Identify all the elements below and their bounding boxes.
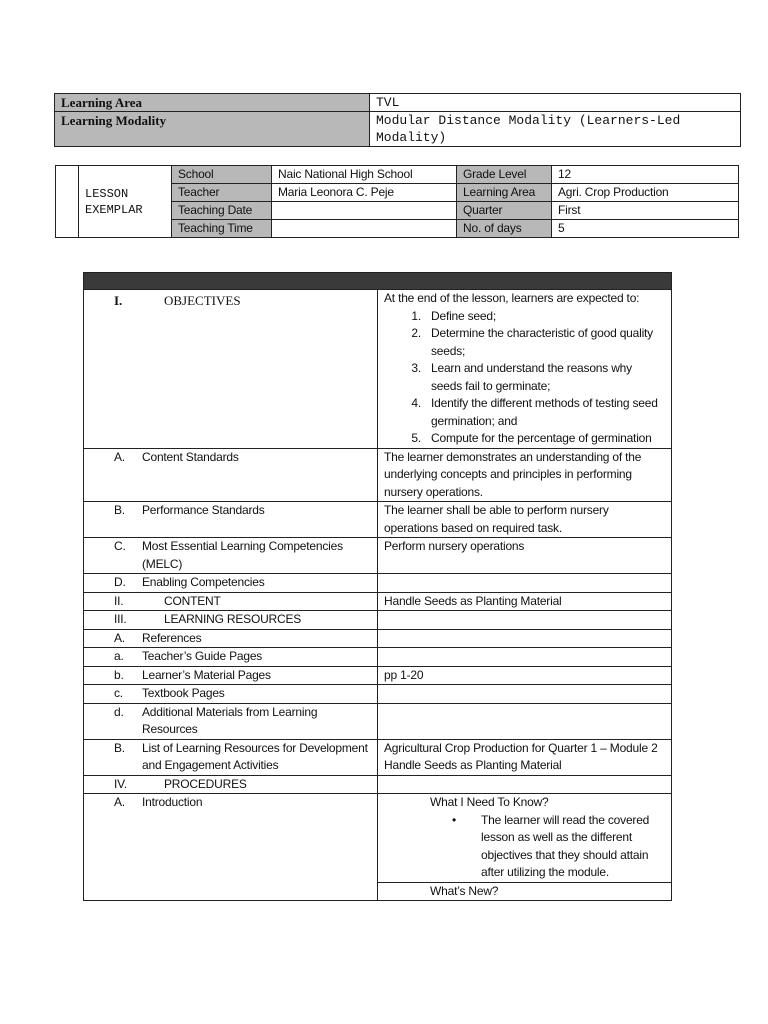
row-label-cell bbox=[84, 502, 378, 538]
row-value-cell: Perform nursery operations bbox=[378, 538, 672, 574]
row-value-cell bbox=[378, 611, 672, 630]
dark-header-cell bbox=[84, 273, 672, 290]
learning-modality-row bbox=[55, 112, 741, 147]
objectives-marker: I. bbox=[114, 293, 123, 308]
row-label: Content Standards bbox=[142, 449, 239, 464]
row-marker: A. bbox=[114, 795, 125, 809]
row-value-cell: The learner demonstrates an understanding of the underlying concepts and principles in performing nursery operations. bbox=[378, 448, 672, 502]
row-label: PROCEDURES bbox=[164, 776, 247, 791]
row-label: List of Learning Resources for Development and Engagement Activities bbox=[142, 740, 368, 772]
header-key: Learning Area bbox=[457, 184, 552, 202]
learning-info-table bbox=[54, 93, 741, 147]
row-label-cell bbox=[84, 685, 378, 704]
row-marker: III. bbox=[114, 612, 127, 626]
header-key: No. of days bbox=[457, 220, 552, 238]
intro-heading-1: What I Need To Know? bbox=[430, 795, 549, 809]
lesson-row bbox=[84, 574, 672, 593]
row-value-cell bbox=[378, 685, 672, 704]
row-label-cell bbox=[84, 648, 378, 667]
row-label: Performance Standards bbox=[142, 503, 265, 517]
row-marker: A. bbox=[114, 630, 125, 645]
row-value-cell: Agricultural Crop Production for Quarter 1 – Module 2 Handle Seeds as Planting Material bbox=[378, 739, 672, 775]
header-key: School bbox=[172, 166, 272, 184]
row-label: LEARNING RESOURCES bbox=[164, 612, 302, 626]
introduction-value-cell bbox=[378, 794, 672, 883]
objective-item: 2. Determine the characteristic of good quality seeds; bbox=[411, 326, 653, 358]
lesson-plan-table bbox=[83, 272, 672, 901]
row-marker: B. bbox=[114, 503, 125, 517]
exemplar-line-1: LESSON bbox=[85, 186, 129, 201]
row-value-cell bbox=[378, 703, 672, 739]
row-label-cell bbox=[84, 611, 378, 630]
header-value bbox=[272, 202, 457, 220]
header-key: Grade Level bbox=[457, 166, 552, 184]
objectives-intro: At the end of the lesson, learners are expected to: bbox=[384, 291, 640, 305]
intro-heading-2: What’s New? bbox=[430, 883, 499, 898]
row-marker: b. bbox=[114, 667, 124, 682]
row-label: Teacher’s Guide Pages bbox=[142, 649, 263, 663]
lesson-row bbox=[84, 502, 672, 538]
header-blank-cell bbox=[56, 166, 79, 238]
row-marker: IV. bbox=[114, 776, 127, 791]
row-label: Most Essential Learning Competencies (MELC) bbox=[142, 539, 343, 571]
row-marker: d. bbox=[114, 704, 124, 719]
objectives-label: OBJECTIVES bbox=[164, 293, 241, 308]
header-key: Teacher bbox=[172, 184, 272, 202]
objectives-list bbox=[384, 308, 665, 448]
row-label-cell bbox=[84, 629, 378, 648]
lesson-row bbox=[84, 592, 672, 611]
objective-item: 4. Identify the different methods of testing seed germination; and bbox=[411, 396, 658, 428]
row-marker: a. bbox=[114, 649, 124, 663]
row-value-cell: The learner shall be able to perform nursery operations based on required task. bbox=[378, 502, 672, 538]
header-value bbox=[272, 220, 457, 238]
objective-item: 5. Compute for the percentage of germination bbox=[411, 431, 652, 445]
header-value: Agri. Crop Production bbox=[552, 184, 739, 202]
row-label: Learner’s Material Pages bbox=[142, 667, 271, 682]
header-value: Naic National High School bbox=[272, 166, 457, 184]
objective-item: 1. Define seed; bbox=[411, 308, 496, 323]
row-marker: C. bbox=[114, 539, 126, 553]
row-label: Introduction bbox=[142, 795, 203, 809]
lesson-header-table bbox=[55, 165, 739, 238]
row-label-cell bbox=[84, 592, 378, 611]
learning-area-label: Learning Area bbox=[55, 94, 370, 112]
introduction-row bbox=[84, 794, 672, 883]
lesson-exemplar-cell bbox=[79, 166, 172, 238]
row-marker: B. bbox=[114, 740, 125, 755]
learning-area-value: TVL bbox=[370, 94, 741, 112]
row-label-cell bbox=[84, 775, 378, 794]
learning-area-row bbox=[55, 94, 741, 112]
exemplar-line-2: EXEMPLAR bbox=[85, 202, 143, 217]
lesson-rows bbox=[84, 448, 672, 794]
learning-modality-label: Learning Modality bbox=[55, 112, 370, 147]
row-value-cell: Handle Seeds as Planting Material bbox=[378, 592, 672, 611]
lesson-row bbox=[84, 448, 672, 502]
row-value-cell bbox=[378, 648, 672, 667]
header-key: Teaching Date bbox=[172, 202, 272, 220]
row-value-cell bbox=[378, 574, 672, 593]
header-value: 5 bbox=[552, 220, 739, 238]
lesson-row bbox=[84, 739, 672, 775]
lesson-row bbox=[84, 611, 672, 630]
header-key: Teaching Time bbox=[172, 220, 272, 238]
lesson-row bbox=[84, 648, 672, 667]
objective-item: 3. Learn and understand the reasons why seeds fail to germinate; bbox=[411, 361, 632, 393]
row-label-cell bbox=[84, 666, 378, 685]
row-value-cell bbox=[378, 629, 672, 648]
row-marker: c. bbox=[114, 686, 123, 700]
objectives-value-cell bbox=[378, 290, 672, 449]
learning-modality-value: Modular Distance Modality (Learners-Led Modality) bbox=[370, 112, 741, 147]
row-marker: A. bbox=[114, 449, 125, 464]
header-value: First bbox=[552, 202, 739, 220]
row-label: References bbox=[142, 630, 202, 645]
row-label-cell bbox=[84, 448, 378, 502]
row-label: Enabling Competencies bbox=[142, 575, 265, 589]
row-marker: II. bbox=[114, 593, 124, 608]
row-label: Textbook Pages bbox=[142, 686, 225, 700]
header-value: Maria Leonora C. Peje bbox=[272, 184, 457, 202]
header-value: 12 bbox=[552, 166, 739, 184]
header-row bbox=[56, 166, 739, 184]
introduction-label-cell bbox=[84, 794, 378, 901]
row-label: Additional Materials from Learning Resources bbox=[142, 704, 318, 736]
row-marker: D. bbox=[114, 575, 126, 589]
row-label-cell bbox=[84, 739, 378, 775]
intro-bullet-text: The learner will read the covered lesson as well as the different objectives that they should attain after utilizing the module. bbox=[481, 812, 650, 879]
lesson-row bbox=[84, 685, 672, 704]
dark-header-band bbox=[84, 273, 672, 290]
row-label: CONTENT bbox=[164, 593, 221, 608]
objectives-label-cell bbox=[84, 290, 378, 449]
lesson-row bbox=[84, 775, 672, 794]
row-value-cell bbox=[378, 775, 672, 794]
lesson-row bbox=[84, 666, 672, 685]
bullet-icon: • bbox=[452, 812, 457, 827]
whats-new-cell bbox=[378, 882, 672, 901]
row-label-cell bbox=[84, 574, 378, 593]
lesson-row bbox=[84, 703, 672, 739]
row-value-cell: pp 1-20 bbox=[378, 666, 672, 685]
lesson-row bbox=[84, 538, 672, 574]
lesson-row bbox=[84, 629, 672, 648]
intro-bullet-item bbox=[384, 812, 665, 882]
row-label-cell bbox=[84, 538, 378, 574]
row-label-cell bbox=[84, 703, 378, 739]
objectives-row bbox=[84, 290, 672, 449]
header-key: Quarter bbox=[457, 202, 552, 220]
